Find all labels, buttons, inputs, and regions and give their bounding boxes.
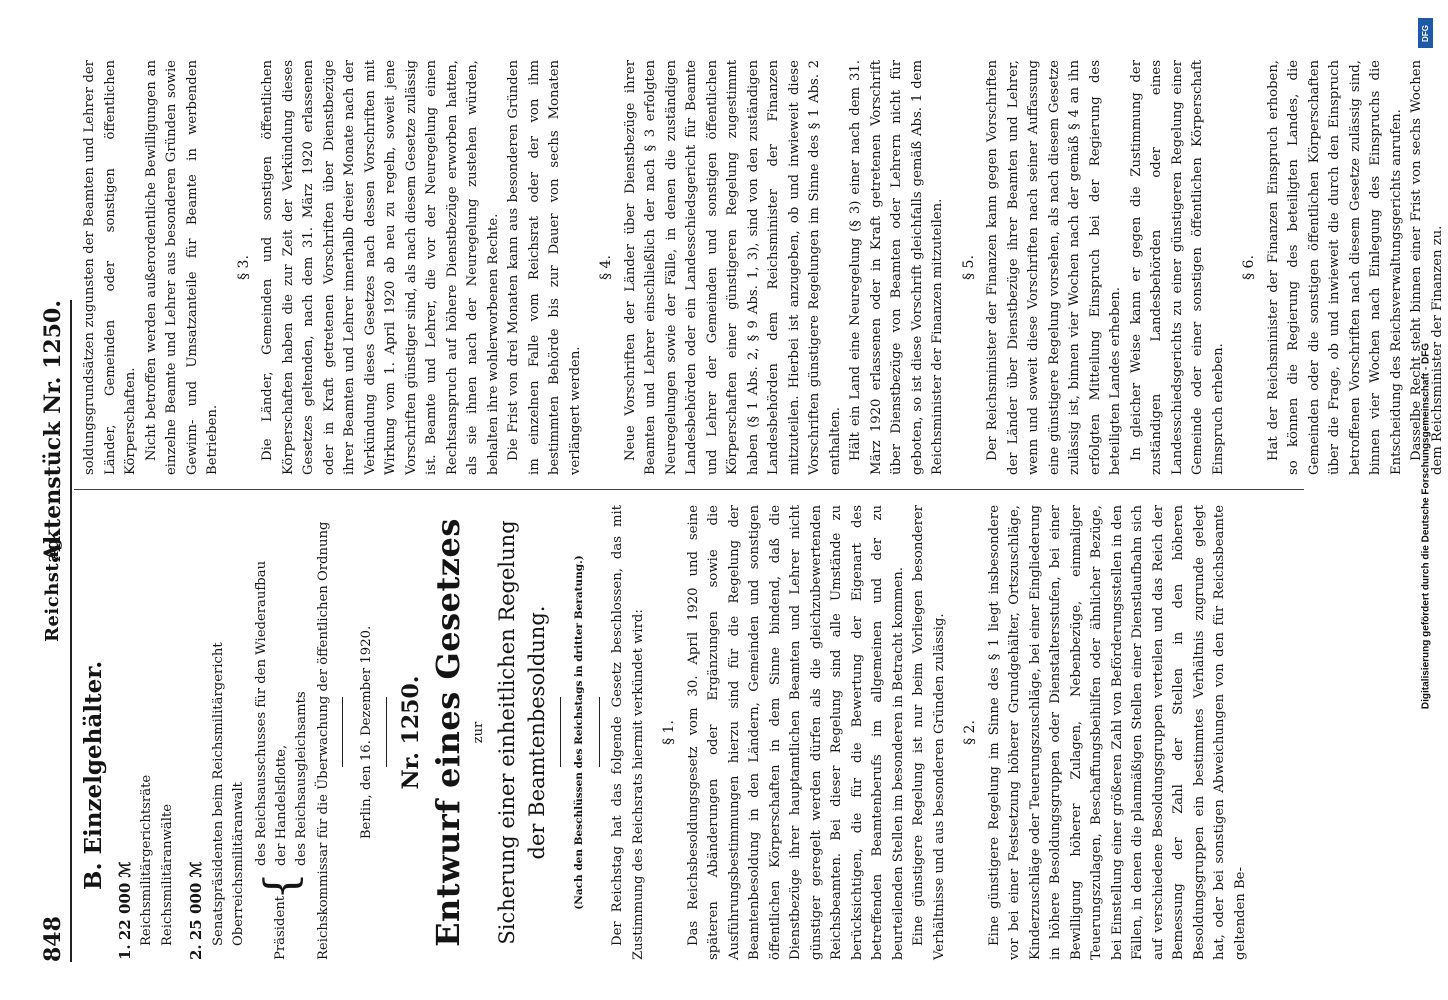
item-number: 1. (115, 944, 134, 960)
item-line: Oberreichsmilitäranwalt (231, 782, 246, 946)
title-connector: zur (471, 721, 486, 744)
praesident-block (252, 505, 312, 960)
body-paragraph: Eine günstigere Regelung ist nur beim Vorliegen besonderer Verhältnisse und aus besonderen Gründen zulässig. (911, 505, 947, 960)
reichskommissar-line: Reichskommissar für die Überwachung der öffentlichen Ordnung (315, 521, 331, 960)
item-line: Reichsmilitäranwälte (159, 803, 175, 946)
digitization-credit-text: Digitalisierung gefördert durch die Deutsche Forschungsgemeinschaft - DFG (1420, 342, 1432, 710)
divider-rule (599, 698, 600, 768)
praesident-item: des Reichsausschusses für den Wiederaufbau (253, 560, 269, 866)
item-line: Senatspräsidenten beim Reichsmilitärgericht (210, 642, 226, 946)
paragraph-heading: § 5. (960, 255, 977, 280)
item-number: 2. (187, 944, 205, 960)
item-line: Reichsmilitärgerichtsräte (139, 774, 154, 946)
brace-glyph: { (255, 872, 307, 900)
left-column (80, 505, 1251, 960)
place-date: Berlin, den 16. Dezember 1920. (359, 625, 374, 840)
salary-item-2 (186, 505, 250, 960)
page-header (40, 300, 72, 962)
draft-subtitle: Sicherung einer einheitlichen Regelung der Beamtenbesoldung. (494, 520, 549, 945)
digitization-spine (1418, 10, 1434, 990)
header-title: Reichstag. (42, 530, 63, 642)
paragraph-heading: § 4. (598, 255, 614, 280)
item-amount: 22 000 ℳ (115, 861, 134, 941)
body-paragraph: Dasselbe Recht steht binnen einer Frist von sechs Wochen dem Reichsminister der Finanzen zu. (1409, 60, 1445, 475)
divider-rule (560, 698, 561, 768)
praesident-items (252, 561, 312, 866)
body-paragraph: Neue Vorschriften der Länder über Dienstbezüge ihrer Beamten und Lehrer einschließlich der nach § 3 erfolgten Neuregelungen sowie der Fälle, in denen die zuständigen Landesbehörden oder ein Landesschiedsgericht für Beamte und Lehrer der Gemeinden und sonstigen öffentlichen Körperschaften einer günstigeren Regelung zugestimmt haben (§ 1 Abs. 2, § 9 Abs. 1, 3), sind von den zuständigen Landesbehörden dem Reichsminister der Finanzen mitzuteilen. Hierbei ist anzugeben, ob und inwieweit diese Vorschriften günstigere Regelungen im Sinne des § 1 Abs. 2 enthalten. (622, 60, 843, 475)
praesident-label: Präsident (273, 895, 289, 960)
divider-rule (342, 698, 343, 768)
page-number: 848 (40, 916, 66, 962)
praesident-item: der Handelsflotte, (273, 744, 289, 866)
digitization-credit (1419, 56, 1433, 996)
item-amount: 25 000 ℳ (187, 861, 205, 941)
reading-note: (Nach den Beschlüssen des Reichstags in dritter Beratung.) (572, 555, 585, 910)
intro-paragraph: Der Reichstag hat das folgende Gesetz beschlossen, das mit Zustimmung des Reichsrats hiermit verkündet wird: (610, 505, 646, 960)
praesident-item: des Reichsausgleichsamts (293, 691, 309, 866)
paragraph-heading: § 2. (962, 720, 978, 745)
body-paragraph: Das Reichsbesoldungsgesetz vom 30. April 1920 und seine späteren Abänderungen oder Ergänzungen sowie die Ausführungsbestimmungen hierzu sind für die Regelung der Beamtenbesoldung in den Ländern, Gemeinden und sonstigen öffentlichen Körperschaften in dem Sinne bindend, daß die Dienstbezüge ihrer hauptamtlichen Beamten und Lehrer nicht günstiger geregelt werden dürfen als die gleichzubewertenden Reichsbeamten. Bei dieser Regelung sind alle Umstände zu berücksichtigen, die für die Bewertung der Eigenart des betreffenden Beamtenberufs im allgemeinen und der zu beurteilenden Stellen im besonderen in Betracht kommen. (685, 505, 906, 960)
section-title: B. Einzelgehälter. (80, 660, 107, 890)
body-paragraph: Nicht betroffen werden außerordentliche Bewilligungen an einzelne Beamte und Lehrer aus besonderen Gründen sowie Gewinn- und Umsatzanteile für Beamte in werbenden Betrieben. (143, 60, 220, 475)
body-paragraph: In gleicher Weise kann er gegen die Zustimmung der zuständigen Landesbehörden oder eines Landesschiedsgerichts zu einer günstigeren Regelung einer Gemeinde oder einer sonstigen öffentlichen Körperschaft Einspruch erheben. (1128, 60, 1226, 475)
salary-item-1 (115, 505, 179, 960)
dfg-logo (1418, 18, 1433, 48)
paragraph-heading: § 6. (1241, 255, 1257, 280)
body-paragraph: Der Reichsminister der Finanzen kann gegen Vorschriften der Länder über Dienstbezüge ihrer Beamten und Lehrer, wenn und soweit diese Vorschriften nach seiner Auffassung eine günstigere Regelung vorsehen, als nach diesem Gesetze zulässig ist, binnen vier Wochen nach der gemäß § 4 an ihn erfolgten Mitteilung Einspruch bei der Regierung des beteiligten Landes erheben. (985, 60, 1123, 475)
body-paragraph: soldungsgrundsätzen zugunsten der Beamten und Lehrer der Länder, Gemeinden oder sonstigen öffentlichen Körperschaften. (82, 60, 138, 475)
body-paragraph: Hat der Reichsminister der Finanzen Einspruch erhoben, so können die Regierung des beteiligten Landes, die Gemeinden oder die sonstigen öffentlichen Körperschaften über die Frage, ob und inwieweit die durch den Einspruch betroffenen Vorschriften nach diesem Gesetze zulässig sind, binnen vier Wochen nach Einlegung des Einspruchs die Entscheidung des Reichsverwaltungsgerichts anrufen. (1265, 60, 1404, 475)
body-paragraph: Die Frist von drei Monaten kann aus besonderen Gründen im einzelnen Falle vom Reichsrat oder der von ihm bestimmten Behörde bis zur Dauer von sechs Monaten verlängert werden. (506, 60, 583, 475)
paragraph-heading: § 1. (661, 720, 677, 745)
body-paragraph: Eine günstigere Regelung im Sinne des § 1 liegt insbesondere vor bei einer Festsetzung höherer Grundgehälter, Ortszuschläge, Kinderzuschläge oder Teuerungszuschläge, bei einer Eingliederung in höhere Besoldungsgruppen oder Dienstaltersstufen, bei einer Bewilligung höherer Zulagen, Nebenbezüge, einmaliger Teuerungszulagen, Beschaffungsbeihilfen oder ähnlicher Bezüge, bei Einstellung einer größeren Zahl von Beförderungsstellen in den Fällen, in denen die planmäßigen Stellen einer Dienstlaufbahn sich auf verschiedene Besoldungsgruppen verteilen und das Reich der Bemessung der Zahl der Stellen in den höheren Besoldungsgruppen ein bestimmtes Verhältnis zugrunde gelegt hat, oder bei sonstigen Abweichungen von den für Reichsbeamte geltenden Be- (986, 505, 1248, 960)
dfg-badge-text: DFG (1421, 24, 1431, 42)
column-divider (74, 489, 1304, 490)
body-paragraph: Die Länder, Gemeinden und sonstigen öffentlichen Körperschaften haben die zur Zeit der Verkündung dieses Gesetzes geltenden, nach dem 31. März 1920 erlassenen oder in Kraft getretenen Vorschriften über Dienstbezüge ihrer Beamten und Lehrer innerhalb dreier Monate nach der Verkündung dieses Gesetzes nach dessen Vorschriften mit Wirkung vom 1. April 1920 ab neu zu regeln, soweit jene Vorschriften günstiger sind, als nach diesem Gesetze zulässig ist. Beamte und Lehrer, die vor der Neuregelung einen Rechtsanspruch auf höhere Dienstbezüge erworben hatten, als sie ihnen nach der Neuregelung zustehen würden, behalten ihre wohlerworbenen Rechte. (260, 60, 501, 475)
divider-rule (386, 698, 387, 768)
draft-title: Entwurf eines Gesetzes (429, 518, 467, 947)
document-number-heading: Nr. 1250. (397, 675, 424, 790)
body-paragraph: Hält ein Land eine Neuregelung (§ 3) einer nach dem 31. März 1920 erlassenen oder in Kraft getretenen Vorschrift über Dienstbezüge von Beamten oder Lehrern nicht für geboten, so ist diese Vorschrift gleichfalls gemäß Abs. 1 dem Reichsminister der Finanzen mitzuteilen. (848, 60, 945, 475)
right-column (80, 60, 1448, 475)
paragraph-heading: § 3. (235, 255, 252, 280)
header-document-number: Aktenstück Nr. 1250. (40, 300, 66, 562)
